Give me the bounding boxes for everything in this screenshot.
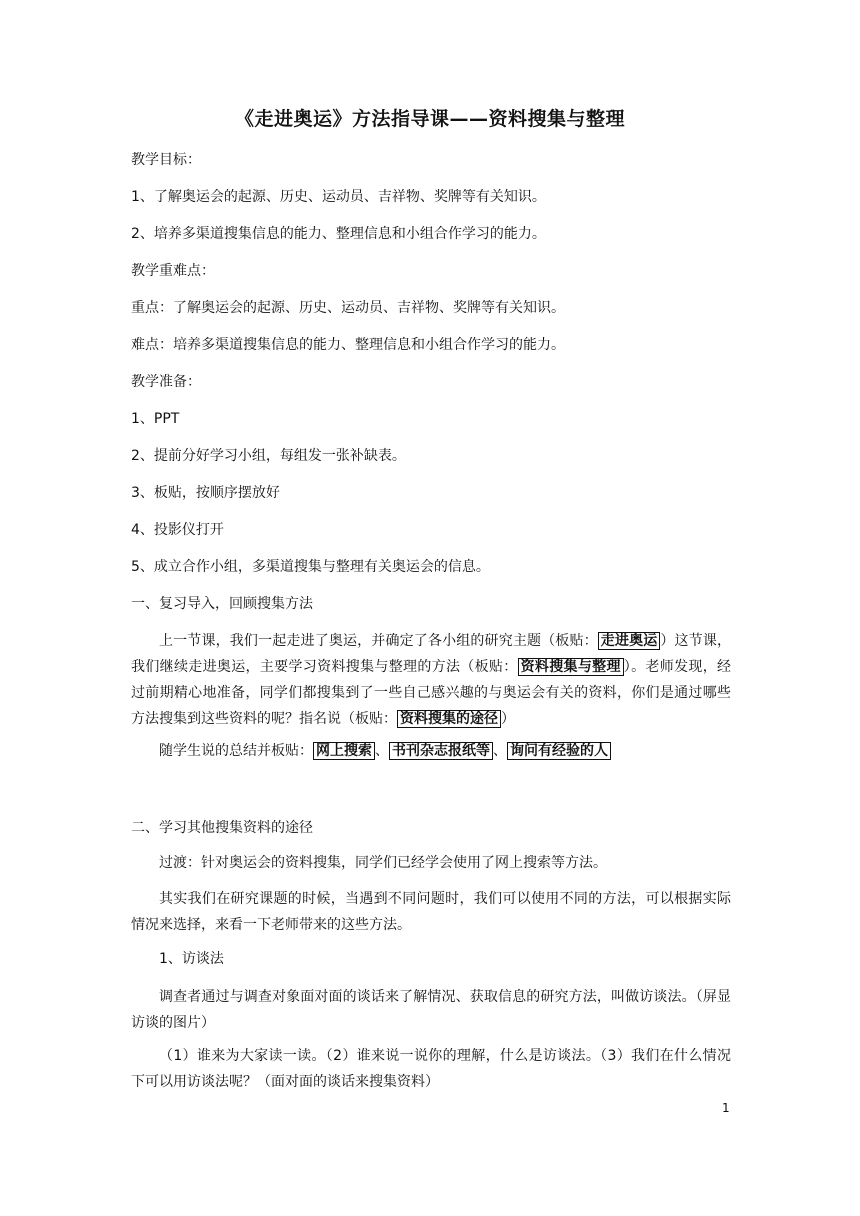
board-label: 资料搜集的途径	[397, 710, 501, 728]
section1-paragraph	[131, 628, 731, 732]
method-questions: （1）谁来为大家读一读。（2）谁来说一说你的理解，什么是访谈法。（3）我们在什么情况下可以用访谈法呢？（面对面的谈话来搜集资料）	[131, 1048, 731, 1090]
objective-item: 2、培养多渠道搜集信息的能力、整理信息和小组合作学习的能力。	[131, 226, 546, 242]
methods-intro-paragraph: 其实我们在研究课题的时候，当遇到不同问题时，我们可以使用不同的方法，可以根据实际情况来选择，来看一下老师带来的这些方法。	[131, 891, 731, 933]
board-label: 网上搜索	[313, 742, 375, 760]
section2-heading: 二、学习其他搜集资料的途径	[131, 820, 313, 836]
separator: 、	[375, 743, 389, 759]
transition-paragraph: 过渡：针对奥运会的资料搜集，同学们已经学会使用了网上搜索等方法。	[159, 855, 607, 871]
text-run: 随学生说的总结并板贴：	[159, 743, 313, 759]
key-points-heading: 教学重难点：	[131, 263, 215, 279]
preparation-item: 3、板贴，按顺序摆放好	[131, 485, 280, 501]
board-label: 走进奥运	[598, 632, 661, 650]
preparation-item: 4、投影仪打开	[131, 522, 224, 538]
text-run: ）	[501, 711, 515, 727]
text-run: ）这节课，我们继续走进奥运，主要学习资料搜集与整理的方法（板贴：	[131, 633, 732, 675]
preparation-item: 5、成立合作小组，多渠道搜集与整理有关奥运会的信息。	[131, 559, 490, 575]
objectives-heading: 教学目标：	[131, 152, 201, 168]
preparation-item: 2、提前分好学习小组，每组发一张补缺表。	[131, 448, 406, 464]
separator: 、	[493, 743, 507, 759]
focus-point: 重点：了解奥运会的起源、历史、运动员、吉祥物、奖牌等有关知识。	[131, 300, 565, 316]
page-number: 1	[722, 1101, 730, 1115]
board-label: 书刊杂志报纸等	[389, 742, 493, 760]
document-title: 《走进奥运》方法指导课——资料搜集与整理	[234, 108, 625, 130]
text-run: ）。老师发现，经过前期精心地准备，同学们都搜集到了一些自己感兴趣的与奥运会有关的资料，你们是通过哪些方法搜集到这些资料的呢？指名说（板贴：	[131, 659, 732, 727]
section1-summary	[131, 738, 731, 764]
method-title: 1、访谈法	[159, 951, 224, 967]
text-run: 上一节课，我们一起走进了奥运，并确定了各小组的研究主题（板贴：	[159, 633, 598, 649]
preparation-item: 1、PPT	[131, 411, 180, 427]
objective-item: 1、了解奥运会的起源、历史、运动员、吉祥物、奖牌等有关知识。	[131, 189, 546, 205]
section1-heading: 一、复习导入，回顾搜集方法	[131, 596, 313, 612]
board-label: 资料搜集与整理	[518, 658, 624, 676]
preparation-heading: 教学准备：	[131, 374, 201, 390]
difficulty-point: 难点：培养多渠道搜集信息的能力、整理信息和小组合作学习的能力。	[131, 337, 565, 353]
board-label: 询问有经验的人	[507, 742, 611, 760]
method-definition: 调查者通过与调查对象面对面的谈话来了解情况、获取信息的研究方法，叫做访谈法。（屏显访谈的图片）	[131, 989, 731, 1031]
